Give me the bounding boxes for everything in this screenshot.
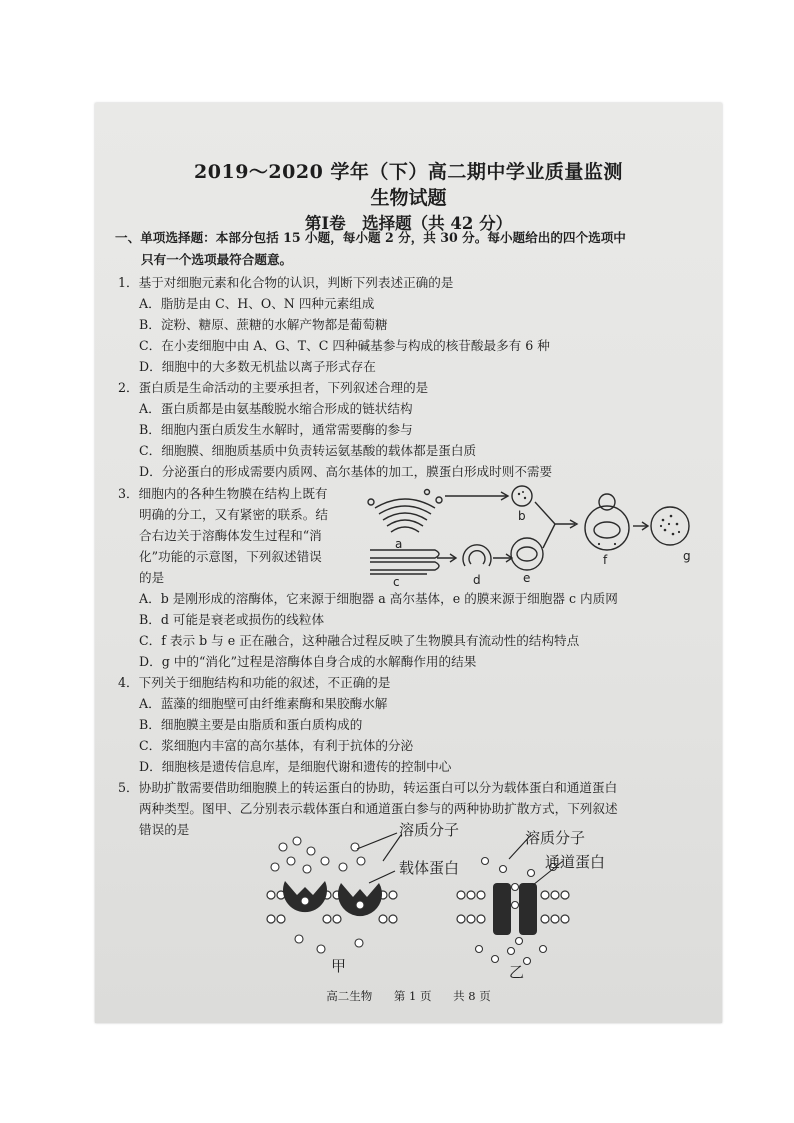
section-instruction-2: 只有一个选项最符合题意。 bbox=[141, 252, 293, 267]
carrier-protein-label: 载体蛋白 bbox=[399, 859, 460, 877]
q4-option-c: C．浆细胞内丰富的高尔基体，有利于抗体的分泌 bbox=[139, 738, 414, 753]
q1-option-b: B．淀粉、糖原、蔗糖的水解产物都是葡萄糖 bbox=[139, 317, 388, 332]
figure-label-jia: 甲 bbox=[331, 957, 347, 975]
label-a: a bbox=[395, 537, 403, 551]
q4-option-d: D．细胞核是遗传信息库，是细胞代谢和遗传的控制中心 bbox=[139, 759, 452, 774]
q5-stem-3: 错误的是 bbox=[139, 822, 190, 837]
channel-protein-right bbox=[519, 883, 537, 935]
footer-page: 第 1 页 bbox=[393, 989, 432, 1003]
channel-protein-left bbox=[493, 883, 511, 935]
q3-stem-5: 的是 bbox=[139, 570, 165, 585]
q5-stem-2: 两种类型。图甲、乙分别表示载体蛋白和通道蛋白参与的两种协助扩散方式，下列叙述 bbox=[139, 801, 618, 816]
q5-stem-1: 5．协助扩散需要借助细胞膜上的转运蛋白的协助，转运蛋白可以分为载体蛋白和通道蛋白 bbox=[118, 780, 618, 795]
diffusion-diagram bbox=[263, 821, 618, 981]
footer-total: 共 8 页 bbox=[453, 989, 491, 1003]
footer-course: 高二生物 bbox=[326, 989, 373, 1003]
q3-stem-1: 3．细胞内的各种生物膜在结构上既有 bbox=[118, 486, 328, 501]
label-b: b bbox=[518, 509, 526, 523]
solute-label-left: 溶质分子 bbox=[399, 821, 460, 839]
figure-label-yi: 乙 bbox=[509, 963, 525, 981]
q4-option-a: A．蓝藻的细胞壁可由纤维素酶和果胶酶水解 bbox=[139, 696, 388, 711]
q2-option-b: B．细胞内蛋白质发生水解时，通常需要酶的参与 bbox=[139, 422, 413, 437]
exam-title: 2019～2020 学年（下）高二期中学业质量监测 bbox=[194, 161, 623, 183]
q3-option-b: B．d 可能是衰老或损伤的线粒体 bbox=[139, 612, 325, 627]
exam-subject: 生物试题 bbox=[370, 187, 447, 209]
section-instruction-1: 一、单项选择题：本部分包括 15 小题，每小题 2 分，共 30 分。每小题给出的四个选项中 bbox=[115, 230, 626, 245]
label-f: f bbox=[603, 553, 608, 567]
lysosome-diagram bbox=[365, 478, 695, 588]
channel-protein-label: 通道蛋白 bbox=[545, 853, 606, 871]
q1-option-d: D．细胞中的大多数无机盐以离子形式存在 bbox=[139, 359, 376, 374]
q3-option-d: D．g 中的“消化”过程是溶酶体自身合成的水解酶作用的结果 bbox=[139, 654, 477, 669]
solute-label-right: 溶质分子 bbox=[525, 829, 586, 847]
q2-stem: 2．蛋白质是生命活动的主要承担者，下列叙述合理的是 bbox=[118, 380, 429, 395]
q1-stem: 1．基于对细胞元素和化合物的认识，判断下列表述正确的是 bbox=[118, 275, 454, 290]
q3-stem-4: 化”功能的示意图，下列叙述错误 bbox=[139, 549, 322, 564]
q2-option-c: C．细胞膜、细胞质基质中负责转运氨基酸的载体都是蛋白质 bbox=[139, 443, 477, 458]
q1-option-c: C．在小麦细胞中由 A、G、T、C 四种碱基参与构成的核苷酸最多有 6 种 bbox=[139, 338, 550, 353]
q2-option-d: D．分泌蛋白的形成需要内质网、高尔基体的加工，膜蛋白形成时则不需要 bbox=[139, 464, 553, 479]
q4-option-b: B．细胞膜主要是由脂质和蛋白质构成的 bbox=[139, 717, 363, 732]
label-e: e bbox=[523, 571, 531, 585]
label-g: g bbox=[683, 549, 691, 563]
q4-stem: 4．下列关于细胞结构和功能的叙述，不正确的是 bbox=[118, 675, 391, 690]
q3-option-a: A．b 是刚形成的溶酶体，它来源于细胞器 a 高尔基体，e 的膜来源于细胞器 c 内质网 bbox=[139, 591, 618, 606]
carrier-protein-2 bbox=[338, 883, 382, 916]
q3-stem-2: 明确的分工，又有紧密的联系。结 bbox=[139, 507, 328, 522]
exam-page bbox=[95, 103, 722, 1023]
part-heading: 第Ⅰ卷 选择题（共 42 分） bbox=[304, 214, 513, 233]
q2-option-a: A．蛋白质都是由氨基酸脱水缩合形成的链状结构 bbox=[139, 401, 413, 416]
page-footer bbox=[95, 988, 722, 1004]
label-d: d bbox=[473, 573, 481, 587]
q3-stem-3: 合右边关于溶酶体发生过程和“消 bbox=[139, 528, 322, 543]
label-c: c bbox=[393, 575, 400, 588]
q3-option-c: C．f 表示 b 与 e 正在融合，这种融合过程反映了生物膜具有流动性的结构特点 bbox=[139, 633, 580, 648]
q1-option-a: A．脂肪是由 C、H、O、N 四种元素组成 bbox=[139, 296, 375, 311]
